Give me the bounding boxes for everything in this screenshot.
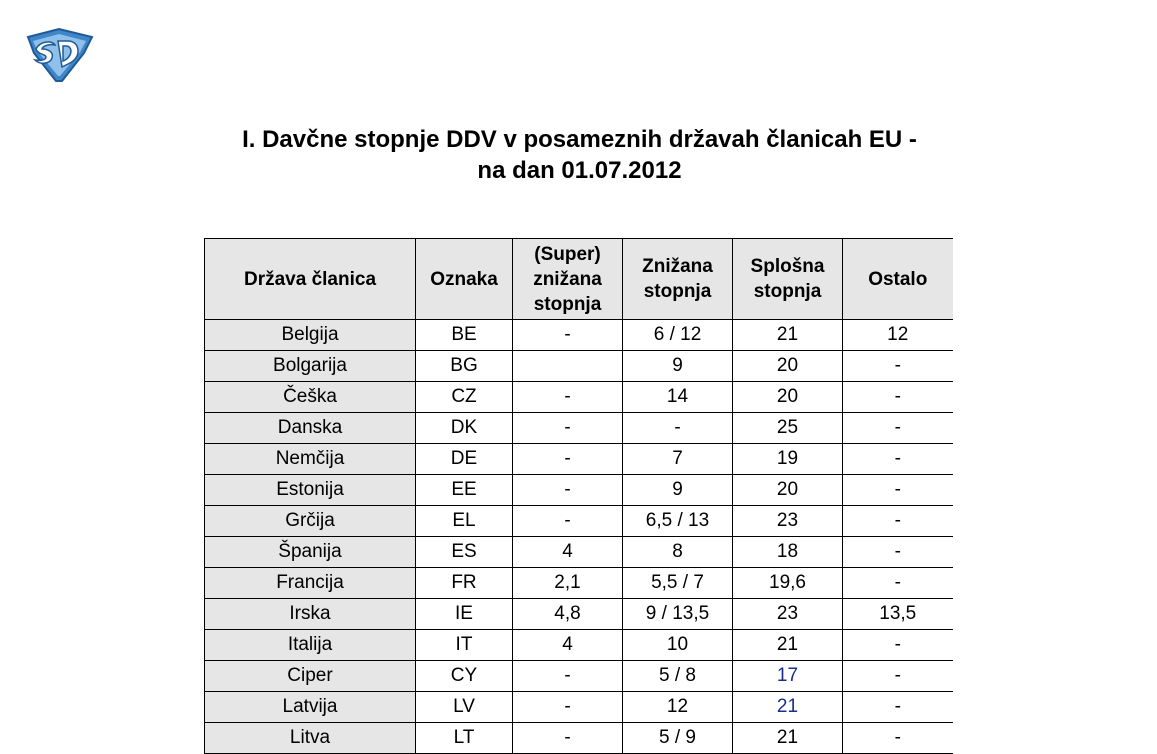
cell-reduced: 6,5 / 13 (623, 506, 733, 537)
cell-other: - (843, 444, 953, 475)
header-standard-rate: Splošna stopnja (733, 239, 843, 320)
cell-code: DE (416, 444, 513, 475)
cell-super-reduced: - (513, 444, 623, 475)
table-row (205, 382, 953, 413)
table-row (205, 413, 953, 444)
table-row (205, 568, 953, 599)
cell-standard: 20 (733, 351, 843, 382)
title-line-2: na dan 01.07.2012 (477, 157, 682, 184)
cell-super-reduced: - (513, 723, 623, 754)
cell-other: - (843, 413, 953, 444)
cell-other: - (843, 568, 953, 599)
cell-reduced: 8 (623, 537, 733, 568)
vat-rates-table (204, 238, 953, 754)
cell-other: - (843, 351, 953, 382)
cell-other: - (843, 537, 953, 568)
cell-super-reduced: - (513, 382, 623, 413)
cell-other: 12 (843, 320, 953, 351)
table-row (205, 475, 953, 506)
cell-code: EE (416, 475, 513, 506)
cell-code: LV (416, 692, 513, 723)
cell-super-reduced: 2,1 (513, 568, 623, 599)
cell-other: - (843, 661, 953, 692)
cell-country: Češka (205, 382, 416, 413)
cell-other: 13,5 (843, 599, 953, 630)
cell-reduced: 5,5 / 7 (623, 568, 733, 599)
cell-standard: 21 (733, 630, 843, 661)
table-row (205, 444, 953, 475)
header-member-state: Država članica (205, 239, 416, 320)
cell-code: CY (416, 661, 513, 692)
document-title (0, 124, 1157, 186)
cell-standard: 23 (733, 599, 843, 630)
cell-reduced: 9 / 13,5 (623, 599, 733, 630)
cell-code: DK (416, 413, 513, 444)
cell-other: - (843, 506, 953, 537)
header-super-reduced-rate: (Super) znižana stopnja (513, 239, 623, 320)
cell-standard: 21 (733, 692, 843, 723)
cell-super-reduced: 4 (513, 630, 623, 661)
cell-standard: 23 (733, 506, 843, 537)
cell-standard: 19,6 (733, 568, 843, 599)
cell-super-reduced: - (513, 413, 623, 444)
table-row (205, 599, 953, 630)
cell-country: Bolgarija (205, 351, 416, 382)
cell-super-reduced: - (513, 692, 623, 723)
cell-standard: 19 (733, 444, 843, 475)
cell-other: - (843, 475, 953, 506)
table-row (205, 320, 953, 351)
cell-super-reduced: 4,8 (513, 599, 623, 630)
cell-reduced: 10 (623, 630, 733, 661)
table-header-row (205, 239, 953, 320)
cell-code: CZ (416, 382, 513, 413)
table-row (205, 661, 953, 692)
cell-reduced: 12 (623, 692, 733, 723)
company-logo (22, 27, 96, 85)
cell-standard: 18 (733, 537, 843, 568)
cell-other: - (843, 382, 953, 413)
cell-code: IE (416, 599, 513, 630)
cell-other: - (843, 723, 953, 754)
cell-reduced: 5 / 8 (623, 661, 733, 692)
cell-code: LT (416, 723, 513, 754)
cell-standard: 21 (733, 320, 843, 351)
table-row (205, 537, 953, 568)
cell-super-reduced: - (513, 661, 623, 692)
header-code: Oznaka (416, 239, 513, 320)
cell-reduced: 9 (623, 351, 733, 382)
cell-reduced: 14 (623, 382, 733, 413)
table-row (205, 351, 953, 382)
cell-reduced: 5 / 9 (623, 723, 733, 754)
table-row (205, 506, 953, 537)
cell-code: BG (416, 351, 513, 382)
cell-country: Irska (205, 599, 416, 630)
cell-country: Francija (205, 568, 416, 599)
cell-code: FR (416, 568, 513, 599)
cell-reduced: - (623, 413, 733, 444)
table-row (205, 692, 953, 723)
header-other: Ostalo (843, 239, 953, 320)
cell-code: EL (416, 506, 513, 537)
title-line-1: I. Davčne stopnje DDV v posameznih državah članicah EU - (242, 126, 917, 153)
cell-country: Nemčija (205, 444, 416, 475)
cell-country: Belgija (205, 320, 416, 351)
cell-code: BE (416, 320, 513, 351)
cell-other: - (843, 630, 953, 661)
cell-country: Danska (205, 413, 416, 444)
cell-country: Ciper (205, 661, 416, 692)
cell-code: ES (416, 537, 513, 568)
cell-standard: 21 (733, 723, 843, 754)
cell-standard: 20 (733, 382, 843, 413)
cell-super-reduced (513, 351, 623, 382)
cell-standard: 17 (733, 661, 843, 692)
cell-country: Grčija (205, 506, 416, 537)
table-row (205, 630, 953, 661)
cell-country: Litva (205, 723, 416, 754)
cell-super-reduced: 4 (513, 537, 623, 568)
cell-country: Estonija (205, 475, 416, 506)
cell-country: Španija (205, 537, 416, 568)
cell-super-reduced: - (513, 506, 623, 537)
cell-super-reduced: - (513, 320, 623, 351)
cell-standard: 20 (733, 475, 843, 506)
cell-reduced: 6 / 12 (623, 320, 733, 351)
cell-reduced: 7 (623, 444, 733, 475)
cell-code: IT (416, 630, 513, 661)
table-row (205, 723, 953, 754)
cell-other: - (843, 692, 953, 723)
cell-reduced: 9 (623, 475, 733, 506)
cell-country: Italija (205, 630, 416, 661)
cell-standard: 25 (733, 413, 843, 444)
cell-country: Latvija (205, 692, 416, 723)
cell-super-reduced: - (513, 475, 623, 506)
header-reduced-rate: Znižana stopnja (623, 239, 733, 320)
